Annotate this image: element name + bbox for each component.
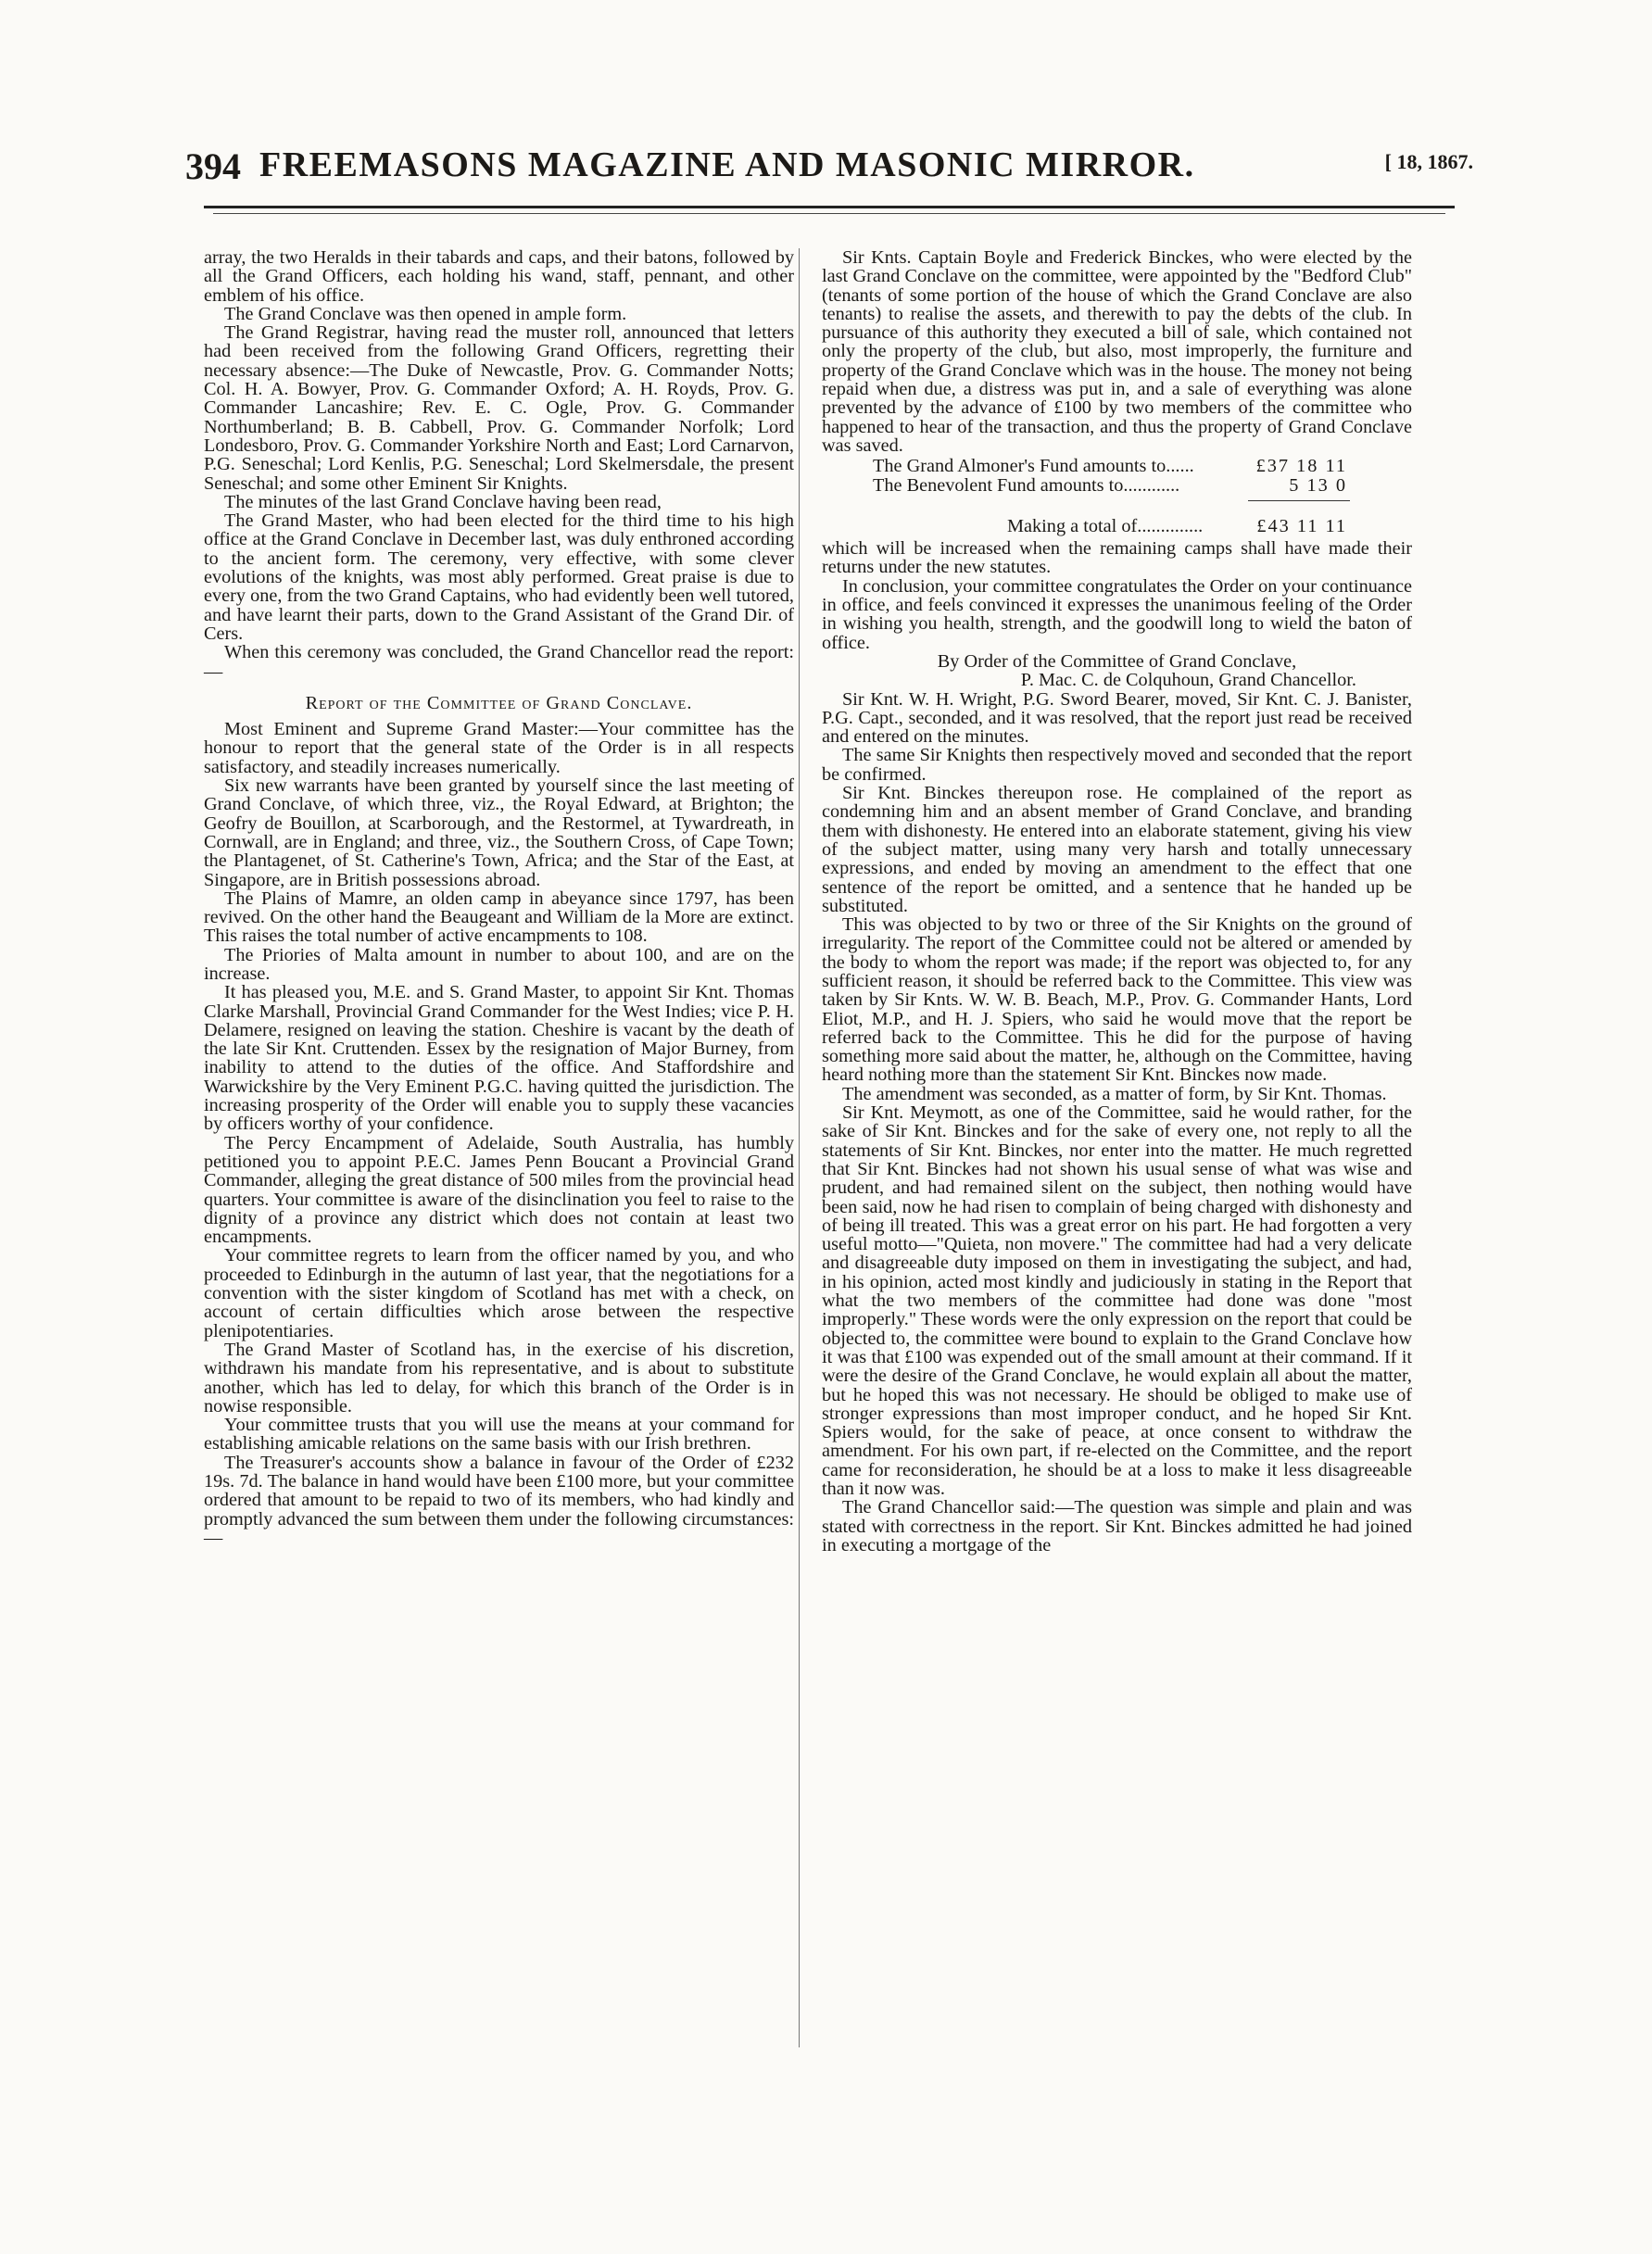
- paragraph: Sir Knt. W. H. Wright, P.G. Sword Bearer, moved, Sir Knt. C. J. Banister, P.G. Capt., seconded, and it was resolved, that the report just read be received and entered on the minutes.: [822, 688, 1412, 748]
- fund-label: The Benevolent Fund amounts to............: [873, 474, 1180, 496]
- paragraph: The Treasurer's accounts show a balance in favour of the Order of £232 19s. 7d. The balance in hand would have been £100 more, but your committee ordered that amount to be repaid to two of its members, who had kindly and promptly advanced the sum between them under the following circumstances:—: [204, 1452, 794, 1548]
- paragraph: array, the two Heralds in their tabards and caps, and their batons, followed by all the Grand Officers, each holding his wand, staff, pennant, and other emblem of his office.: [204, 247, 794, 306]
- total-label: Making a total of..............: [1007, 515, 1204, 536]
- paragraph: Your committee regrets to learn from the officer named by you, and who proceeded to Edinburgh in the autumn of last year, that the negotiations for a convention with the sister kingdom of Scotland has met with a check, on account of certain difficulties which arose between the respective plenipotentiaries.: [204, 1245, 794, 1341]
- paragraph: This was objected to by two or three of the Sir Knights on the ground of irregularity. The report of the Committee could not be altered or amended by the body to whom the report was made; if the report was objected to, for any sufficient reason, it should be referred back to the Committee. This view was taken by Sir Knts. W. W. B. Beach, M.P., Prov. G. Commander Hants, Lord Eliot, M.P., and H. J. Spiers, who said he would move that the report be referred back to the Committee. This he did for the purpose of having something more said about the matter, he, although on the Committee, having heard nothing more than the statement Sir Knt. Binckes now made.: [822, 914, 1412, 1086]
- paragraph: The Grand Chancellor said:—The question was simple and plain and was stated with correctness in the report. Sir Knt. Binckes admitted he had joined in executing a mortgage of the: [822, 1497, 1412, 1555]
- paragraph: The amendment was seconded, as a matter of form, by Sir Knt. Thomas.: [842, 1083, 1387, 1104]
- publication-title: FREEMASONS MAGAZINE AND MASONIC MIRROR.: [259, 145, 1195, 184]
- total-amount: £43 11 11: [1256, 515, 1347, 536]
- signature: P. Mac. C. de Colquhoun, Grand Chancellor.: [1020, 670, 1356, 691]
- paragraph: Six new warrants have been granted by yourself since the last meeting of Grand Conclave, of which three, viz., the Royal Edward, at Brighton; the Geofry de Bouillon, at Scarborough, and the Restormel, at Tywardreath, in Cornwall, are in England; and three, viz., the Southern Cross, of Cape Town; the Plantagenet, of St. Catherine's Town, Africa; and the Star of the East, at Singapore, are in British possessions abroad.: [204, 775, 794, 890]
- fund-total-row: [822, 517, 1412, 535]
- paragraph: The same Sir Knights then respectively moved and seconded that the report be confirmed.: [822, 745, 1412, 785]
- paragraph: The Grand Master of Scotland has, in the exercise of his discretion, withdrawn his mandate from his representative, and is about to substitute another, which has led to delay, for which this branch of the Order is in nowise responsible.: [204, 1339, 794, 1417]
- left-column: [204, 248, 794, 1547]
- funds-table: [822, 457, 1412, 535]
- header-rule: [204, 206, 1455, 208]
- column-divider: [799, 248, 800, 2047]
- fund-row: [822, 457, 1412, 475]
- paragraph: Most Eminent and Supreme Grand Master:—Your committee has the honour to report that the general state of the Order is in all respects satisfactory, and steadily increases numerically.: [204, 719, 794, 777]
- right-column: [822, 248, 1412, 1555]
- paragraph: The Plains of Mamre, an olden camp in abeyance since 1797, has been revived. On the other hand the Beaugeant and William de la More are extinct. This raises the total number of active encampments to 108.: [204, 888, 794, 947]
- paragraph: In conclusion, your committee congratulates the Order on your continuance in office, and feels convinced it expresses the unanimous feeling of the Order in wishing you health, strength, and the goodwill long to wield the baton of office.: [822, 575, 1412, 653]
- paragraph: The Percy Encampment of Adelaide, South Australia, has humbly petitioned you to appoint P.E.C. James Penn Boucant a Provincial Grand Commander, alleging the great distance of 500 miles from the provincial head quarters. Your committee is aware of the disinclination you feel to raise to the dignity of a province any district which does not contain at least two encampments.: [204, 1132, 794, 1248]
- paragraph: Your committee trusts that you will use the means at your command for establishing amicable relations on the same basis with our Irish brethren.: [204, 1415, 794, 1454]
- section-heading: Report of the Committee of Grand Conclave.: [305, 692, 693, 713]
- signoff: By Order of the Committee of Grand Conclave,: [937, 650, 1297, 672]
- paragraph: Sir Knt. Meymott, as one of the Committee, said he would rather, for the sake of Sir Knt. Binckes and for the sake of every one, not reply to all the statements of Sir Knt. Binckes, nor enter into the matter. He much regretted that Sir Knt. Binckes had not shown his usual sense of what was wise and prudent, and had remained silent on the subject, then nothing would have been said, now he had risen to complain of being charged with dishonesty and of being ill treated. This was a great error on his part. He had forgotten a very useful motto—"Quieta, non movere." The committee had had a very delicate and disagreeable duty imposed on them in investigating the subject, and had, in his opinion, acted most kindly and judiciously in stating in the Report that what the two members of the committee had done was done "most improperly." These words were the only expression on the report that could be objected to, the committee were bound to explain to the Grand Conclave how it was that £100 was expended out of the small amount at their command. If it were the desire of the Grand Conclave, he would explain all about the matter, but he hoped this was not necessary. He should be obliged to make use of stronger expressions than most improper conduct, and he hoped Sir Knt. Spiers would, for the sake of peace, at once consent to withdraw the amendment. For his own part, if re-elected on the Committee, and the report came for reconsideration, he should be at a loss to make it less disagreeable than it now was.: [822, 1102, 1412, 1499]
- running-header: [185, 139, 1473, 195]
- paragraph: The Grand Conclave was then opened in ample form.: [224, 303, 627, 324]
- paragraph: It has pleased you, M.E. and S. Grand Master, to appoint Sir Knt. Thomas Clarke Marshall, Provincial Grand Commander for the West Indies; vice P. H. Delamere, resigned on leaving the station. Cheshire is vacant by the death of the late Sir Knt. Cruttenden. Essex by the resignation of Major Burney, from inability to attend to the duties of the office. And Staffordshire and Warwickshire by the Very Eminent P.G.C. having quitted the jurisdiction. The increasing prosperity of the Order will enable you to supply these vacancies by officers worthy of your confidence.: [204, 982, 794, 1135]
- paragraph: Sir Knts. Captain Boyle and Frederick Binckes, who were elected by the last Grand Conclave on the committee, were appointed by the "Bedford Club" (tenants of some portion of the house of which the Grand Conclave are also tenants) to realise the assets, and therewith to pay the debts of the club. In pursuance of this authority they executed a bill of sale, which contained not only the property of the club, but also, most improperly, the furniture and property of the Grand Conclave which was in the house. The money not being repaid when due, a distress was put in, and a sale of everything was alone prevented by the advance of £100 by two members of the committee who happened to hear of the transaction, and thus the property of Grand Conclave was saved.: [822, 247, 1412, 456]
- paragraph: The Grand Registrar, having read the muster roll, announced that letters had been received from the following Grand Officers, regretting their necessary absence:—The Duke of Newcastle, Prov. G. Commander Notts; Col. H. A. Bowyer, Prov. G. Commander Oxford; A. H. Royds, Prov. G. Commander Lancashire; Rev. E. C. Ogle, Prov. G. Commander Northumberland; B. B. Cabbell, Prov. G. Commander Norfolk; Lord Londesboro, Prov. G. Commander Yorkshire North and East; Lord Carnarvon, P.G. Seneschal; Lord Kenlis, P.G. Seneschal; Lord Skelmersdale, the present Seneschal; and some other Eminent Sir Knights.: [204, 322, 794, 494]
- page-number: 394: [185, 145, 241, 187]
- fund-amount: 5 13 0: [1289, 474, 1347, 496]
- paragraph: The Grand Master, who had been elected for the third time to his high office at the Grand Conclave in December last, was duly enthroned according to the ancient form. The ceremony, very effective, with some clever evolutions of the knights, was most ably performed. Great praise is due to every one, from the two Grand Captains, who had evidently been well tutored, and have learnt their parts, down to the Grand Assistant of the Grand Dir. of Cers.: [204, 510, 794, 644]
- fund-amount: £37 18 11: [1255, 456, 1347, 477]
- paragraph: The Priories of Malta amount in number to about 100, and are on the increase.: [204, 944, 794, 984]
- paragraph: which will be increased when the remaining camps shall have made their returns under the new statutes.: [822, 538, 1412, 578]
- paragraph: The minutes of the last Grand Conclave having been read,: [224, 491, 662, 512]
- paragraph: When this ceremony was concluded, the Grand Chancellor read the report:—: [204, 642, 794, 682]
- paragraph: Sir Knt. Binckes thereupon rose. He complained of the report as condemning him and an absent member of Grand Conclave, and branding them with dishonesty. He entered into an elaborate statement, giving his view of the subject matter, using many very harsh and totally unnecessary expressions, and ended by moving an amendment to the effect that one sentence of the report be omitted, and a sentence that he handed up be substituted.: [822, 783, 1412, 916]
- issue-date: [ 18, 1867.: [1384, 150, 1473, 173]
- header-rule-thin: [213, 213, 1445, 214]
- fund-row: [822, 476, 1412, 495]
- fund-label: The Grand Almoner's Fund amounts to......: [873, 456, 1194, 477]
